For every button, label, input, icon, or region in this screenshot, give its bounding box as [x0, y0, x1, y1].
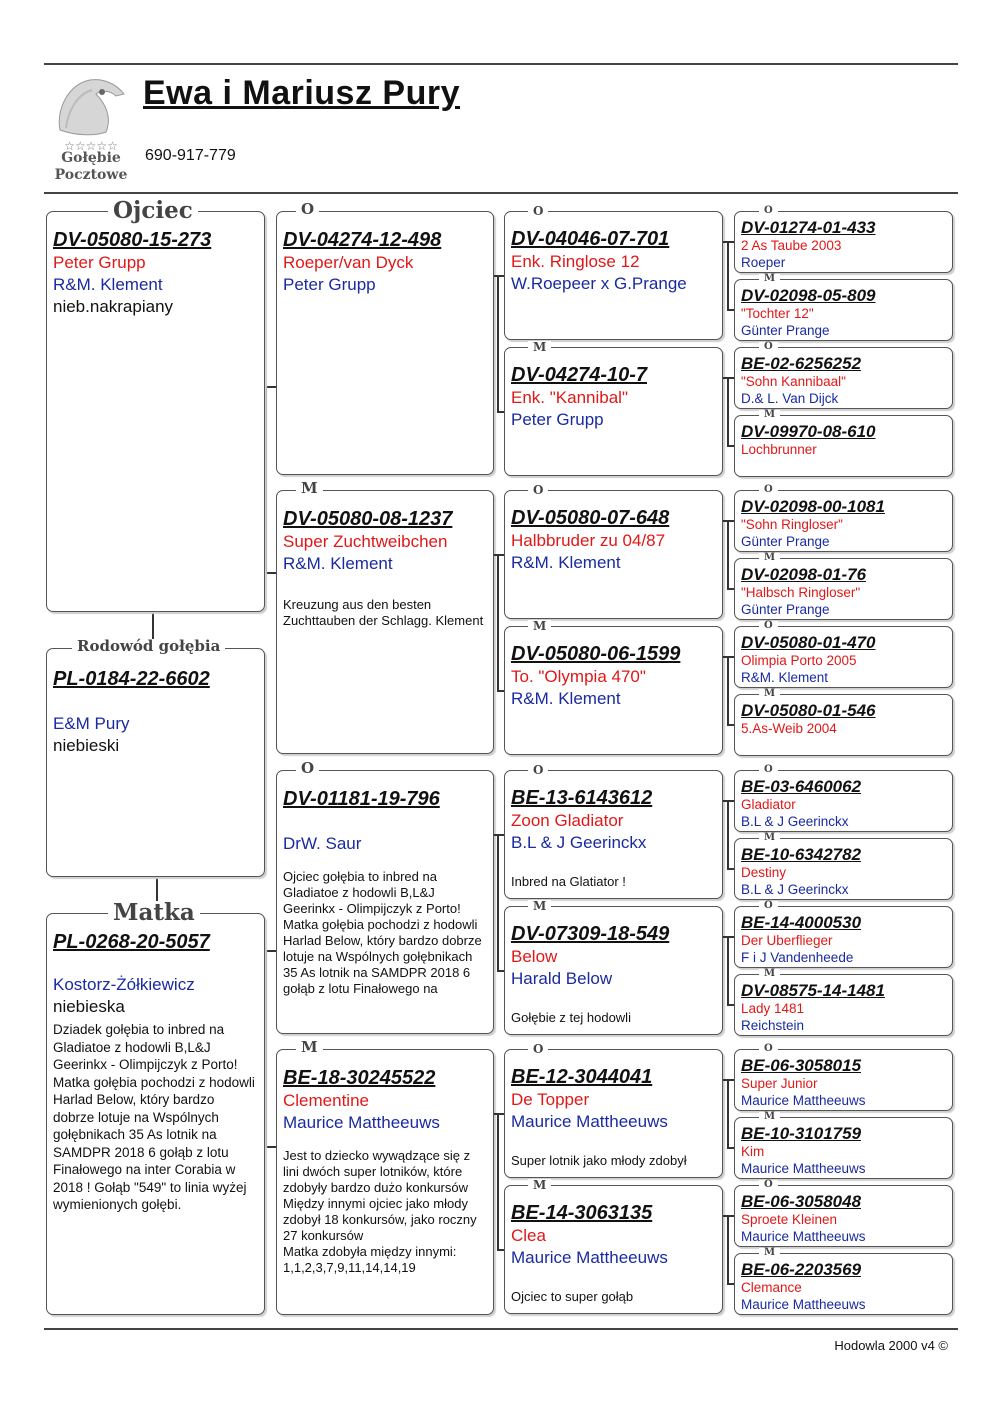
gen4-ring: BE-06-3058048 — [741, 1192, 862, 1211]
gen3-ring: DV-05080-07-648 — [511, 507, 670, 529]
mother-sire-breeder: DrW. Saur — [283, 834, 362, 853]
gen4-name: Olimpia Porto 2005 — [741, 653, 857, 668]
connector-gen3-gen4 — [723, 1215, 734, 1217]
gen3-card[interactable] — [504, 211, 723, 340]
gen4-label: O — [759, 901, 778, 911]
gen4-card[interactable] — [734, 626, 953, 688]
gen3-card[interactable] — [504, 770, 723, 899]
gen3-card[interactable] — [504, 1049, 723, 1178]
connector-gen3-gen4 — [723, 241, 734, 243]
mother-sire-note: Ojciec gołębia to inbred na Gladiatoe z hodowli B,L&J Geerinkx - Olimpijczyk z Porto! Matka gołębia pochodzi z hodowli Harlad Below, który bardzo dobrze lotuje na Wspólnych gołębnikach 35 As lotnik na SAMDPR 2018 6 gołąb z lotu Finałowego na — [283, 869, 482, 996]
connector-gen2-gen3-v — [497, 554, 499, 690]
top-rule — [44, 63, 958, 65]
gen3-name: Clea — [511, 1226, 546, 1245]
gen3-name: Zoon Gladiator — [511, 811, 624, 830]
gen3-ring: BE-12-3044041 — [511, 1066, 653, 1088]
footer-credit: Hodowla 2000 v4 © — [834, 1338, 948, 1353]
subject-card[interactable] — [46, 648, 265, 877]
connector-gen3-gen4 — [727, 588, 734, 590]
connector-gen2-gen3 — [494, 1113, 504, 1115]
connector-gen3-gen4-v — [727, 377, 729, 445]
gen4-name: Sproete Kleinen — [741, 1212, 838, 1227]
gen4-label: M — [759, 274, 780, 284]
logo-text-line1: Gołębie — [61, 150, 121, 166]
gen4-breeder: Günter Prange — [741, 534, 830, 549]
connector-gen3-gen4 — [723, 656, 734, 658]
gen3-breeder: W.Roepeer x G.Prange — [511, 274, 687, 293]
gen4-card[interactable] — [734, 490, 953, 552]
connector-gen3-gen4 — [727, 1283, 734, 1285]
gen4-ring: DV-09970-08-610 — [741, 422, 876, 441]
connector-gen3-gen4 — [727, 309, 734, 311]
gen4-name: "Sohn Kannibaal" — [741, 374, 846, 389]
gen4-ring: DV-08575-14-1481 — [741, 981, 885, 1000]
gen4-label: M — [759, 689, 780, 699]
gen4-label: M — [759, 1248, 780, 1258]
gen3-name: Below — [511, 947, 558, 966]
gen4-label: M — [759, 1112, 780, 1122]
gen4-ring: BE-10-6342782 — [741, 845, 862, 864]
connector-gen2-gen3 — [497, 1249, 504, 1251]
svg-text:☆☆☆☆☆: ☆☆☆☆☆ — [64, 139, 118, 153]
father-color: nieb.nakrapiany — [53, 297, 174, 316]
connector-gen3-gen4 — [727, 445, 734, 447]
gen3-card[interactable] — [504, 1185, 723, 1314]
gen3-label: M — [528, 620, 551, 632]
connector-gen2-gen3 — [494, 834, 504, 836]
connector-gen2-gen3 — [494, 554, 504, 556]
father-dam-label: M — [296, 481, 323, 496]
gen4-label: O — [759, 206, 778, 216]
gen4-breeder: D.& L. Van Dijck — [741, 391, 839, 406]
connector-gen3-gen4 — [727, 1004, 734, 1006]
connector-gen3-gen4 — [723, 520, 734, 522]
gen4-breeder: Maurice Mattheeuws — [741, 1093, 866, 1108]
gen4-breeder: Reichstein — [741, 1018, 805, 1033]
phone-number: 690-917-779 — [145, 147, 236, 164]
gen4-label: O — [759, 342, 778, 352]
gen4-card[interactable] — [734, 279, 953, 341]
gen3-name: Halbbruder zu 04/87 — [511, 531, 666, 550]
mother-card[interactable] — [46, 913, 265, 1315]
gen4-name: Destiny — [741, 865, 787, 880]
mother-note: Dziadek gołębia to inbred na Gladiatoe z hodowli B,L&J Geerinkx - Olimpijczyk z Porto! Matka gołębia pochodzi z hodowli Harlad Below, który bardzo dobrze lotuje na Wspólnych gołębnikach 35 As lotnik na SAMDPR 2018 6 gołąb z lotu Finałowego na inter Corabia w 2018 ! Gołąb "549" to linia wyżej wymienionych gołębi. — [53, 1022, 255, 1212]
gen4-label: M — [759, 833, 780, 843]
gen4-name: Lochbrunner — [741, 442, 817, 457]
gen4-card[interactable] — [734, 906, 953, 968]
gen3-card[interactable] — [504, 906, 723, 1035]
connector-gen2-gen3 — [497, 411, 504, 413]
gen3-breeder: Peter Grupp — [511, 410, 604, 429]
gen3-label: O — [528, 484, 548, 496]
gen4-ring: BE-10-3101759 — [741, 1124, 862, 1143]
gen4-ring: BE-14-4000530 — [741, 913, 862, 932]
gen3-label: M — [528, 341, 551, 353]
gen4-ring: BE-03-6460062 — [741, 777, 862, 796]
gen4-breeder: Maurice Mattheeuws — [741, 1161, 866, 1176]
gen3-label: O — [528, 764, 548, 776]
gen3-name: Enk. Ringlose 12 — [511, 252, 640, 271]
mother-dam-breeder: Maurice Mattheeuws — [283, 1113, 440, 1132]
gen3-note: Gołębie z tej hodowli — [511, 1010, 631, 1025]
gen4-name: 5.As-Weib 2004 — [741, 721, 837, 736]
gen3-name: Enk. "Kannibal" — [511, 388, 628, 407]
connector-gen2-gen3-v — [497, 1113, 499, 1249]
connector-gen3-gen4 — [723, 377, 734, 379]
mother-sire-card[interactable] — [276, 770, 494, 1034]
gen3-ring: BE-14-3063135 — [511, 1202, 653, 1224]
gen4-ring: DV-05080-01-470 — [741, 633, 876, 652]
father-sire-name: Roeper/van Dyck — [283, 253, 414, 272]
father-dam-breeder: R&M. Klement — [283, 554, 393, 573]
page-title: Ewa i Mariusz Pury — [143, 74, 460, 112]
gen3-ring: BE-13-6143612 — [511, 787, 653, 809]
gen4-label: M — [759, 410, 780, 420]
mother-ring: PL-0268-20-5057 — [53, 931, 210, 953]
mother-label: Matka — [108, 901, 200, 924]
gen4-label: O — [759, 1180, 778, 1190]
connector-gen2-gen3 — [497, 690, 504, 692]
mother-dam-name: Clementine — [283, 1091, 369, 1110]
gen3-ring: DV-05080-06-1599 — [511, 643, 681, 665]
gen4-card[interactable] — [734, 211, 953, 273]
gen4-card[interactable] — [734, 347, 953, 409]
mother-sire-ring: DV-01181-19-796 — [283, 788, 440, 810]
gen4-breeder: B.L & J Geerinckx — [741, 814, 849, 829]
subject-ring: PL-0184-22-6602 — [53, 668, 210, 690]
gen4-name: 2 As Taube 2003 — [741, 238, 842, 253]
connector-gen2-gen3-v — [497, 834, 499, 970]
gen4-card[interactable] — [734, 838, 953, 900]
gen4-card[interactable] — [734, 1253, 953, 1315]
mother-dam-card[interactable] — [276, 1049, 494, 1315]
gen4-name: Lady 1481 — [741, 1001, 805, 1016]
connector-gen3-gen4-v — [727, 800, 729, 868]
gen4-name: Gladiator — [741, 797, 796, 812]
gen3-breeder: B.L & J Geerinckx — [511, 833, 647, 852]
gen3-ring: DV-04046-07-701 — [511, 228, 670, 250]
gen4-name: Kim — [741, 1144, 765, 1159]
connector-gen3-gen4 — [727, 1147, 734, 1149]
father-label: Ojciec — [108, 199, 198, 222]
connector-gen3-gen4 — [723, 800, 734, 802]
father-dam-note: Kreuzung aus den besten Zuchttauben der Schlagg. Klement — [283, 597, 484, 628]
bottom-rule — [44, 1328, 958, 1330]
gen4-breeder: R&M. Klement — [741, 670, 829, 685]
connector-gen3-gen4-v — [727, 1079, 729, 1147]
gen4-name: Clemance — [741, 1280, 802, 1295]
father-dam-name: Super Zuchtweibchen — [283, 532, 448, 551]
father-sire-ring: DV-04274-12-498 — [283, 229, 442, 251]
gen4-breeder: B.L & J Geerinckx — [741, 882, 849, 897]
mother-dam-note: Jest to dziecko wywądzące się z lini dwóch super lotników, które zdobyły bardzo dużo konkursów Między innymi ojciec jako młody zdobył 18 konkursów, jako roczny 27 konkursów Matka zdobyła między innymi: 1,1,2,3,7,9,11,14,14,19 — [283, 1148, 477, 1275]
gen3-ring: DV-07309-18-549 — [511, 923, 670, 945]
father-name: Peter Grupp — [53, 253, 146, 272]
gen3-card[interactable] — [504, 347, 723, 476]
gen4-label: O — [759, 1044, 778, 1054]
gen4-label: M — [759, 553, 780, 563]
connector-gen2-gen3 — [494, 275, 504, 277]
connector-gen3-gen4-v — [727, 1215, 729, 1283]
connector-gen3-gen4-v — [727, 520, 729, 588]
gen3-card[interactable] — [504, 490, 723, 619]
mother-dam-label: M — [296, 1040, 323, 1055]
gen4-breeder: F i J Vandenheede — [741, 950, 854, 965]
gen4-card[interactable] — [734, 1185, 953, 1247]
gen4-name: Super Junior — [741, 1076, 818, 1091]
father-card[interactable] — [46, 211, 265, 612]
gen3-breeder: Maurice Mattheeuws — [511, 1248, 668, 1267]
gen4-name: "Tochter 12" — [741, 306, 814, 321]
connector-gen3-gen4-v — [727, 241, 729, 309]
gen3-breeder: Maurice Mattheeuws — [511, 1112, 668, 1131]
gen4-card[interactable] — [734, 694, 953, 756]
gen3-ring: DV-04274-10-7 — [511, 364, 648, 386]
gen4-breeder: Günter Prange — [741, 602, 830, 617]
gen3-label: M — [528, 1179, 551, 1191]
gen3-label: O — [528, 205, 548, 217]
connector-father-branch-v — [265, 386, 267, 572]
gen4-ring: DV-02098-00-1081 — [741, 497, 885, 516]
father-breeder: R&M. Klement — [53, 275, 163, 294]
gen4-ring: BE-06-2203569 — [741, 1260, 862, 1279]
father-ring: DV-05080-15-273 — [53, 229, 212, 251]
gen3-breeder: R&M. Klement — [511, 689, 621, 708]
gen4-name: "Halbsch Ringloser" — [741, 585, 861, 600]
gen4-ring: DV-02098-05-809 — [741, 286, 876, 305]
gen4-label: O — [759, 485, 778, 495]
connector-gen3-gen4 — [723, 936, 734, 938]
gen3-breeder: Harald Below — [511, 969, 613, 988]
pedigree-label: Rodowód gołębia — [72, 639, 225, 654]
gen4-card[interactable] — [734, 558, 953, 620]
connector-gen3-gen4 — [727, 868, 734, 870]
gen4-ring: BE-02-6256252 — [741, 354, 862, 373]
gen4-label: O — [759, 765, 778, 775]
subject-breeder: E&M Pury — [53, 714, 130, 733]
gen4-ring: DV-01274-01-433 — [741, 218, 876, 237]
father-sire-label: O — [296, 202, 319, 217]
connector-gen3-gen4-v — [727, 936, 729, 1004]
father-dam-card[interactable] — [276, 490, 494, 754]
header-rule — [44, 192, 958, 194]
mother-dam-ring: BE-18-30245522 — [283, 1067, 436, 1089]
gen4-ring: BE-06-3058015 — [741, 1056, 862, 1075]
connector-mother-branch-v — [265, 950, 267, 1146]
gen4-name: "Sohn Ringloser" — [741, 517, 843, 532]
father-sire-card[interactable] — [276, 211, 494, 475]
gen4-breeder: Roeper — [741, 255, 786, 270]
gen4-card[interactable] — [734, 1049, 953, 1111]
gen4-name: Der Uberflieger — [741, 933, 833, 948]
mother-breeder: Kostorz-Żółkiewicz — [53, 975, 195, 994]
gen3-card[interactable] — [504, 626, 723, 755]
gen4-ring: DV-05080-01-546 — [741, 701, 876, 720]
gen4-card[interactable] — [734, 974, 953, 1036]
connector-gen3-gen4-v — [727, 656, 729, 724]
gen3-name: De Topper — [511, 1090, 590, 1109]
gen4-card[interactable] — [734, 1117, 953, 1179]
gen3-breeder: R&M. Klement — [511, 553, 621, 572]
club-logo — [46, 70, 136, 185]
mother-sire-label: O — [296, 761, 319, 776]
gen4-label: M — [759, 969, 780, 979]
gen4-breeder: Maurice Mattheeuws — [741, 1229, 866, 1244]
father-sire-breeder: Peter Grupp — [283, 275, 376, 294]
subject-color: niebieski — [53, 736, 120, 755]
father-dam-ring: DV-05080-08-1237 — [283, 508, 453, 530]
gen4-card[interactable] — [734, 415, 953, 477]
gen4-label: O — [759, 621, 778, 631]
gen3-label: M — [528, 900, 551, 912]
connector-gen3-gen4 — [723, 1079, 734, 1081]
gen4-card[interactable] — [734, 770, 953, 832]
connector-gen3-gen4 — [727, 724, 734, 726]
mother-color: niebieska — [53, 997, 125, 1016]
gen3-note: Inbred na Glatiator ! — [511, 874, 626, 889]
connector-gen2-gen3-v — [497, 275, 499, 411]
gen3-label: O — [528, 1043, 548, 1055]
gen4-breeder: Günter Prange — [741, 323, 830, 338]
gen3-note: Ojciec to super gołąb — [511, 1289, 634, 1304]
gen3-note: Super lotnik jako młody zdobył — [511, 1153, 687, 1168]
gen3-name: To. "Olympia 470" — [511, 667, 646, 686]
connector-gen2-gen3 — [497, 970, 504, 972]
gen4-breeder: Maurice Mattheeuws — [741, 1297, 866, 1312]
logo-text-line2: Pocztowe — [54, 167, 128, 183]
gen4-ring: DV-02098-01-76 — [741, 565, 867, 584]
